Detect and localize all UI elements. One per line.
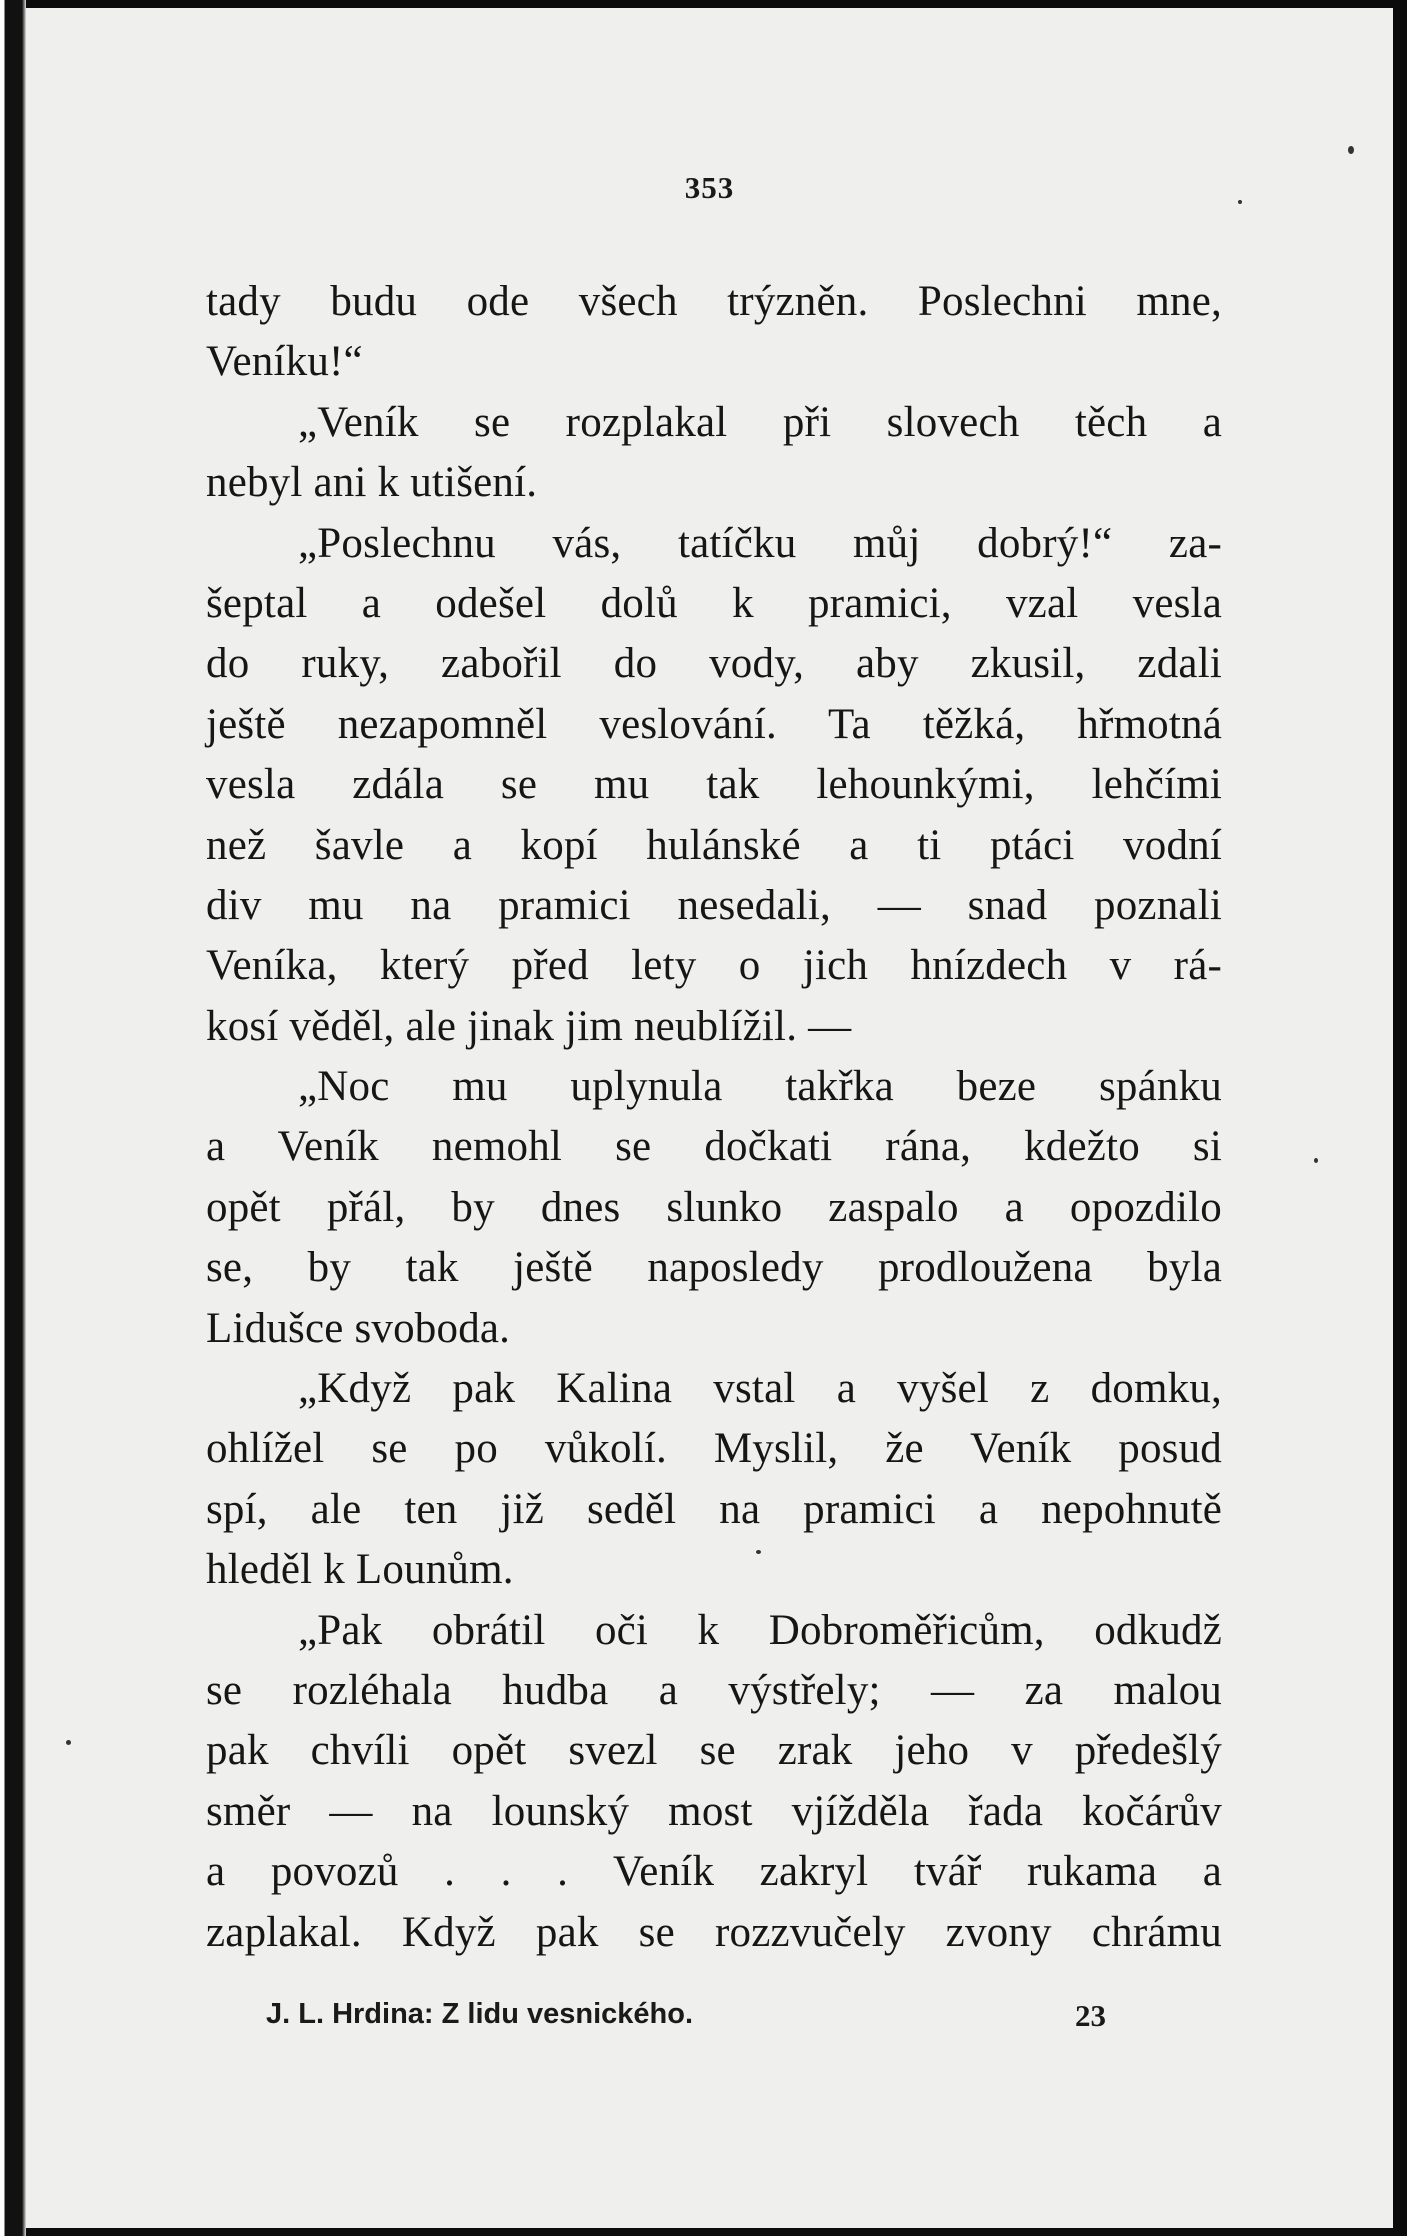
text-line: div mu na pramici nesedali, — snad poznali: [206, 881, 1222, 929]
footer-source: J. L. Hrdina: Z lidu vesnického.: [266, 1998, 694, 2030]
text-line: ohlížel se po vůkolí. Myslil, že Veník posud: [206, 1425, 1222, 1473]
scan-speck: [1238, 200, 1242, 204]
scan-speck: [1314, 1158, 1318, 1163]
text-line: „Noc mu uplynula takřka beze spánku: [298, 1063, 1222, 1111]
text-line: Veníka, který před lety o jich hnízdech v rá-: [206, 942, 1222, 990]
text-line: a Veník nemohl se dočkati rána, kdežto si: [206, 1123, 1222, 1171]
scan-speck: [66, 1740, 71, 1745]
text-line: spí, ale ten již seděl na pramici a nepohnutě: [206, 1485, 1222, 1533]
text-line: Veníku!“: [206, 338, 363, 386]
text-line: se, by tak ještě naposledy prodloužena byla: [206, 1244, 1222, 1292]
page-number: 353: [684, 170, 735, 205]
text-line: se rozléhala hudba a výstřely; — za malou: [206, 1666, 1222, 1714]
footer-signature: 23: [1075, 1998, 1106, 2033]
scan-left-edge: [0, 0, 26, 2236]
text-line: Lidušce svoboda.: [206, 1304, 511, 1352]
scan-speck: [1348, 146, 1354, 154]
text-line: „Poslechnu vás, tatíčku můj dobrý!“ za-: [298, 519, 1222, 567]
text-line: směr — na lounský most vjížděla řada kočárův: [206, 1787, 1222, 1835]
text-line: „Pak obrátil oči k Dobroměřicům, odkudž: [298, 1606, 1222, 1654]
text-line: kosí věděl, ale jinak jim neublížil. —: [206, 1002, 852, 1050]
scan-right-edge: [1393, 0, 1407, 2236]
text-line: než šavle a kopí hulánské a ti ptáci vodní: [206, 821, 1222, 869]
text-line: „Veník se rozplakal při slovech těch a: [298, 398, 1222, 446]
text-line: a povozů . . . Veník zakryl tvář rukama a: [206, 1848, 1222, 1896]
text-line: zaplakal. Když pak se rozzvučely zvony chrámu: [206, 1908, 1222, 1956]
book-page: [26, 8, 1393, 2228]
body-text: [206, 272, 1222, 1963]
text-line: do ruky, zabořil do vody, aby zkusil, zdali: [206, 640, 1222, 688]
text-line: nebyl ani k utišení.: [206, 459, 538, 507]
scan-speck: [756, 1550, 761, 1554]
text-line: opět přál, by dnes slunko zaspalo a opozdilo: [206, 1183, 1222, 1231]
text-line: pak chvíli opět svezl se zrak jeho v předešlý: [206, 1727, 1222, 1775]
text-line: tady budu ode všech trýzněn. Poslechni mne,: [206, 278, 1222, 325]
text-line: ještě nezapomněl veslování. Ta těžká, hřmotná: [206, 700, 1222, 748]
text-line: hleděl k Lounům.: [206, 1546, 514, 1594]
text-line: vesla zdála se mu tak lehounkými, lehčími: [206, 761, 1222, 809]
text-line: „Když pak Kalina vstal a vyšel z domku,: [298, 1365, 1222, 1413]
text-line: šeptal a odešel dolů k pramici, vzal vesla: [206, 579, 1222, 627]
